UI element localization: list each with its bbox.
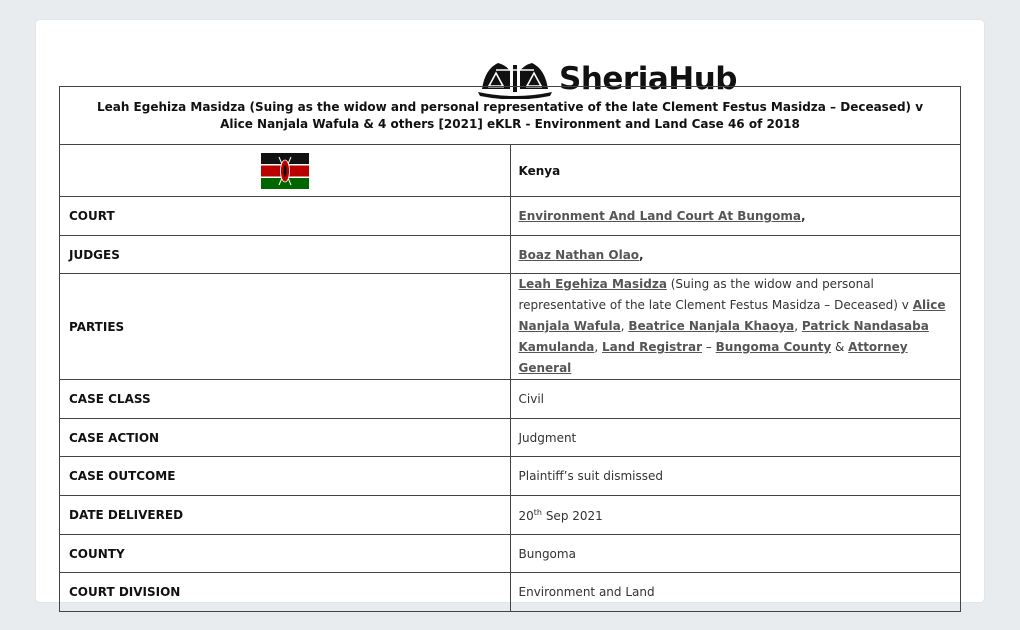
parties-value — [510, 274, 961, 380]
defendant-link[interactable]: Alice Nanjala Wafula — [518, 298, 946, 333]
defendant-link[interactable]: Bungoma County — [715, 340, 832, 354]
case-title: Leah Egehiza Masidza (Suing as the widow and personal representative of the late Clement Festus Masidza – Deceased) v Alice Nanjala Wafula & 4 others [2021] eKLR - Environment and Land Case 46 of 2018 — [60, 87, 961, 145]
country-name: Kenya — [510, 145, 961, 197]
court-link[interactable]: Environment And Land Court At Bungoma — [518, 209, 801, 223]
court-row — [60, 197, 961, 236]
court-value — [510, 197, 961, 236]
case-action-row — [60, 419, 961, 457]
judges-row — [60, 236, 961, 274]
country-row — [60, 145, 961, 197]
date-delivered-label: DATE DELIVERED — [60, 496, 511, 535]
court-suffix: , — [800, 209, 806, 223]
case-class-value: Civil — [510, 380, 961, 419]
defendant-link[interactable]: Patrick Nandasaba Kamulanda — [518, 319, 929, 354]
separator: , — [620, 319, 629, 333]
separator: , — [594, 340, 603, 354]
parties-row — [60, 274, 961, 380]
county-row — [60, 535, 961, 573]
county-value: Bungoma — [510, 535, 961, 573]
date-day: 20 — [518, 508, 534, 523]
case-outcome-value: Plaintiff’s suit dismissed — [510, 457, 961, 496]
brand-name: SheriaHub — [559, 60, 737, 97]
parties-label: PARTIES — [60, 274, 511, 380]
title-row — [60, 87, 961, 145]
kenya-flag-icon — [261, 153, 309, 189]
plaintiff-link[interactable]: Leah Egehiza Masidza — [518, 277, 667, 291]
case-action-value: Judgment — [510, 419, 961, 457]
case-details-table — [59, 86, 961, 612]
separator: , — [794, 319, 802, 333]
date-delivered-value — [510, 496, 961, 535]
judge-link[interactable]: Boaz Nathan Olao — [518, 247, 640, 262]
date-rest: Sep 2021 — [542, 508, 603, 523]
case-class-label: CASE CLASS — [60, 380, 511, 419]
separator: & — [831, 340, 849, 354]
case-class-row — [60, 380, 961, 419]
judges-suffix: , — [639, 247, 644, 262]
court-division-value: Environment and Land — [510, 573, 961, 612]
defendant-link[interactable]: Land Registrar — [602, 340, 702, 354]
court-division-label: COURT DIVISION — [60, 573, 511, 612]
defendant-link[interactable]: Attorney General — [518, 340, 908, 375]
defendant-link[interactable]: Beatrice Nanjala Khaoya — [628, 319, 795, 333]
case-outcome-label: CASE OUTCOME — [60, 457, 511, 496]
county-label: COUNTY — [60, 535, 511, 573]
date-ordinal: th — [533, 507, 542, 517]
plaintiff-note: (Suing as the widow and personal representative of the late Clement Festus Masidza – Deceased) v — [518, 277, 913, 312]
date-delivered-row — [60, 496, 961, 535]
case-outcome-row — [60, 457, 961, 496]
court-label: COURT — [60, 197, 511, 236]
court-division-row — [60, 573, 961, 612]
flag-cell — [60, 145, 511, 197]
case-action-label: CASE ACTION — [60, 419, 511, 457]
judges-value — [510, 236, 961, 274]
separator: – — [701, 340, 716, 354]
judges-label: JUDGES — [60, 236, 511, 274]
